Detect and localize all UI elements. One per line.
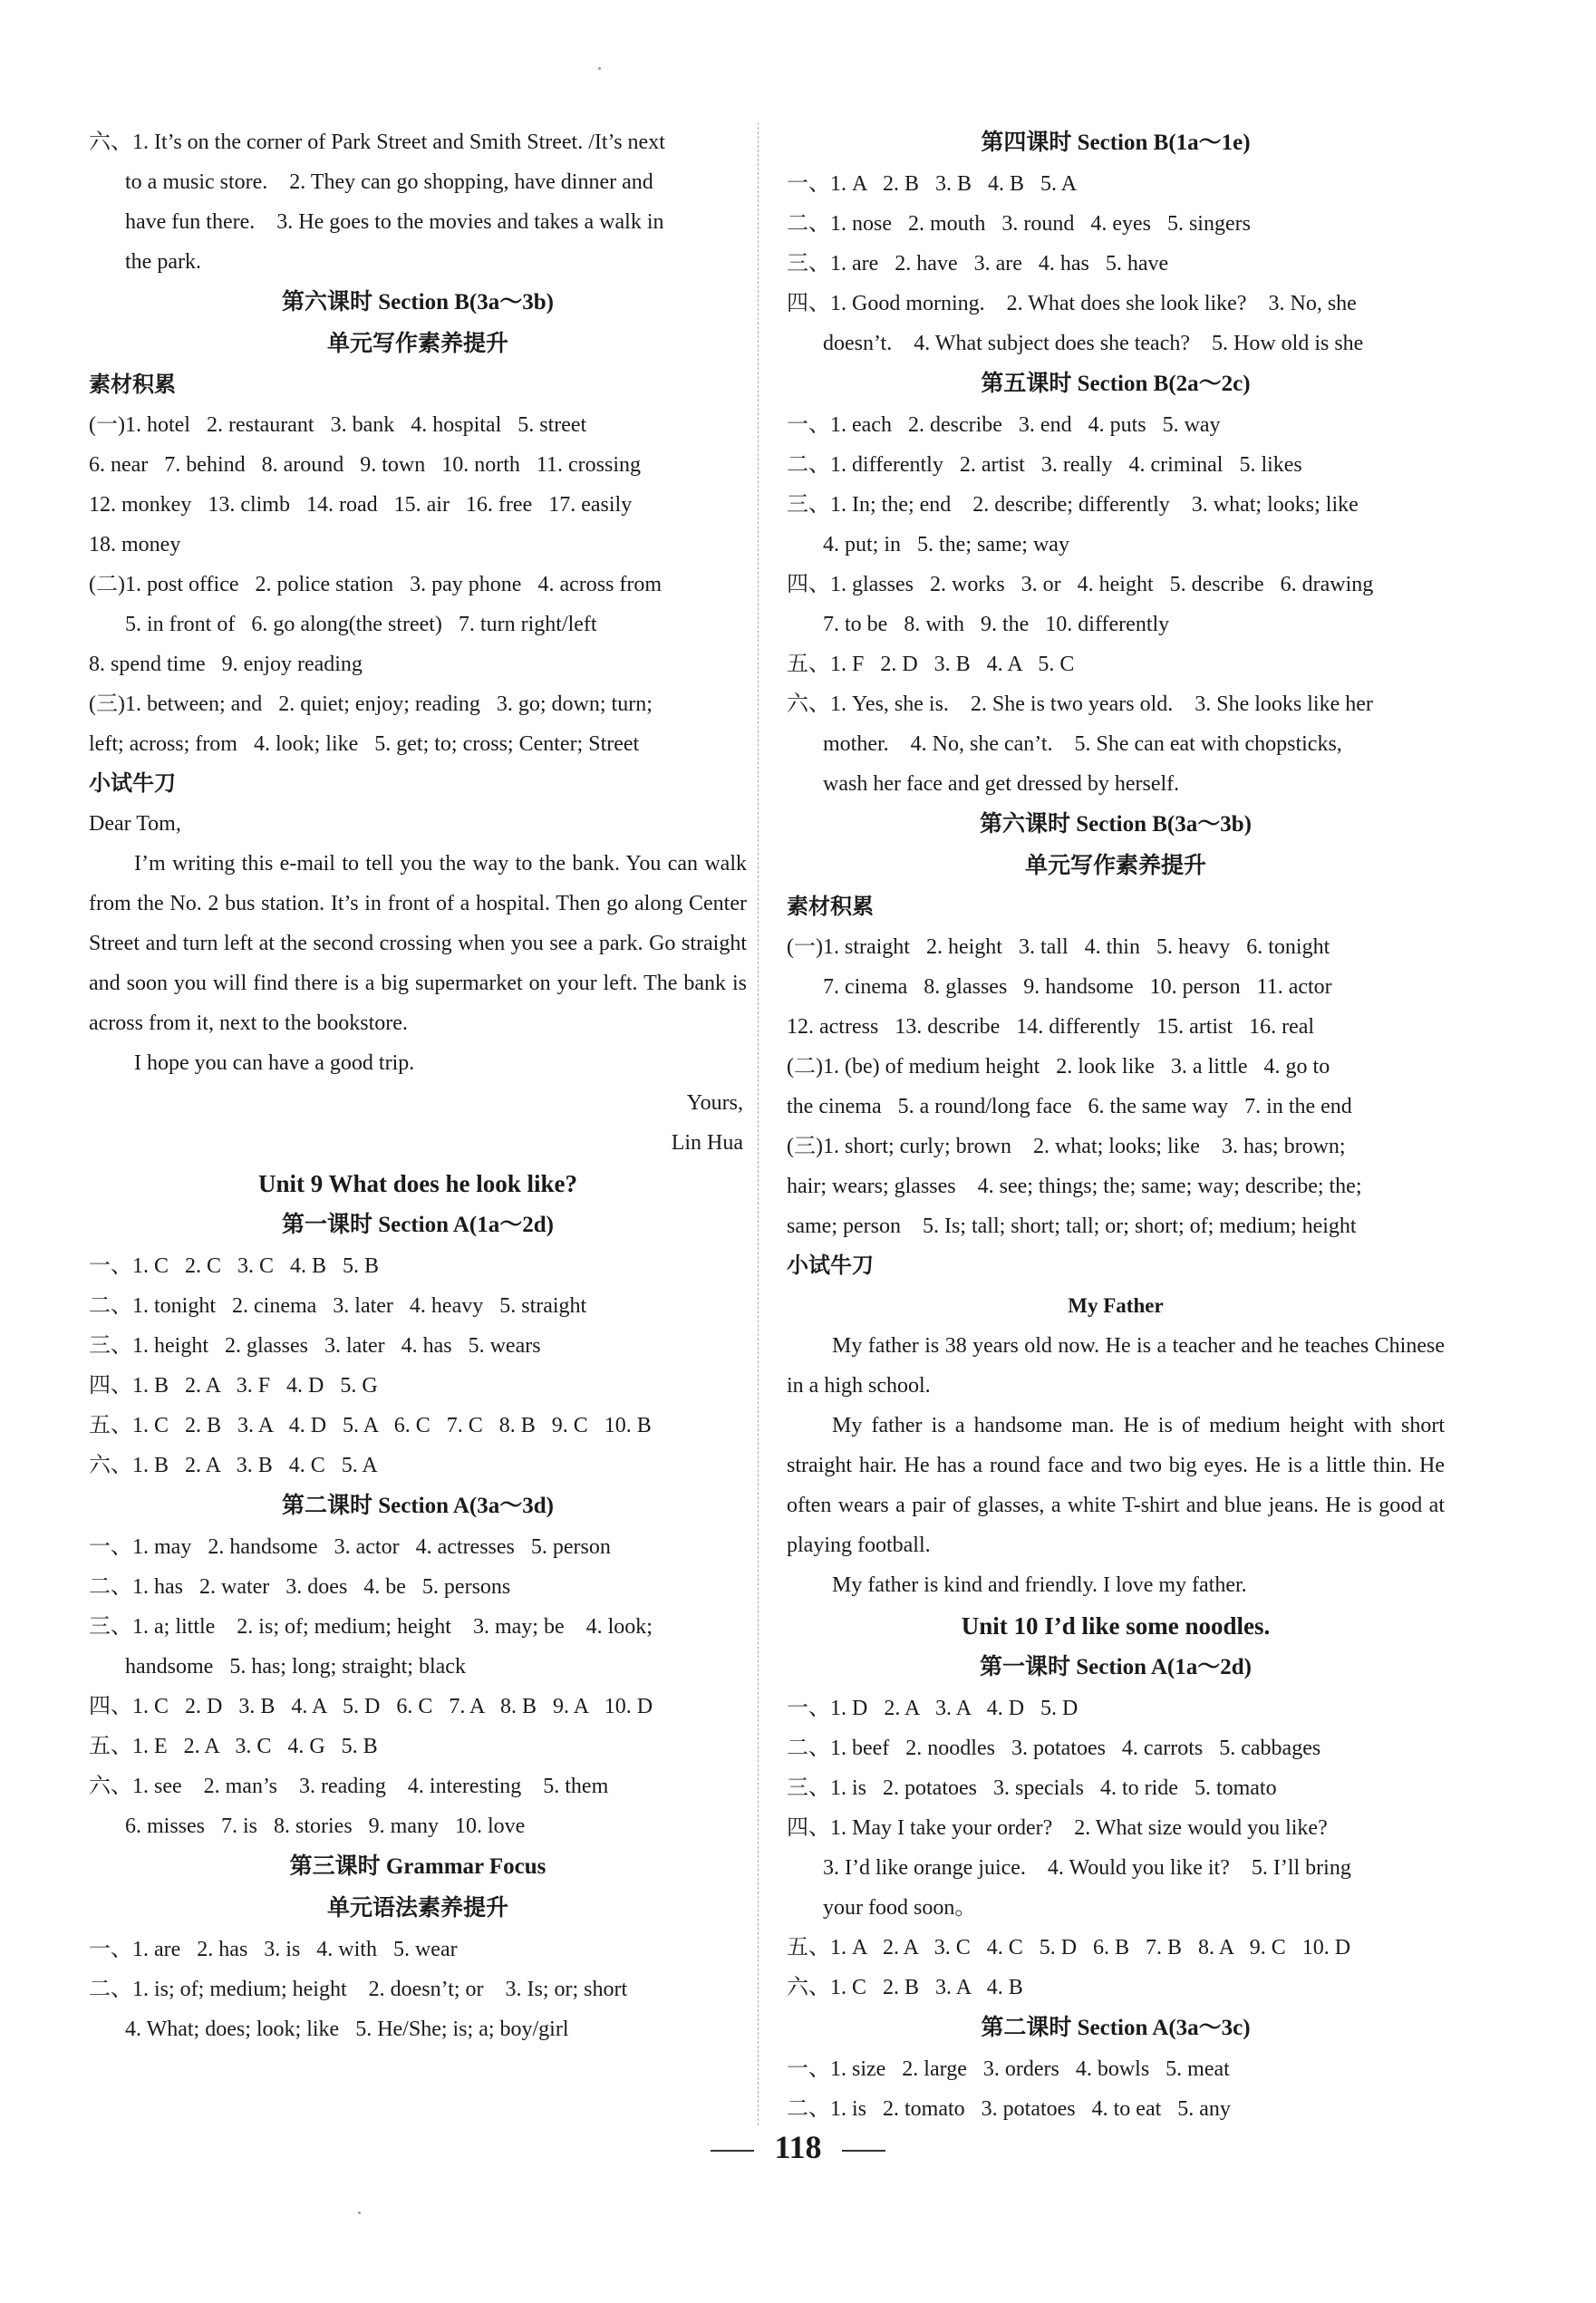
essay-title: My Father	[1068, 1294, 1164, 1317]
answer-line: 三、1. a; little 2. is; of; medium; height 3. may; be 4. look;	[89, 1615, 653, 1639]
letter-signoff: Lin Hua	[671, 1131, 743, 1155]
answer-line: 四、1. May I take your order? 2. What size would you like?	[787, 1816, 1328, 1840]
answer-line: the cinema 5. a round/long face 6. the same way 7. in the end	[787, 1095, 1352, 1118]
answer-line: (一)1. hotel 2. restaurant 3. bank 4. hospital 5. street	[89, 413, 587, 437]
section-heading: 单元写作素养提升	[326, 332, 508, 356]
answer-line: 二、1. tonight 2. cinema 3. later 4. heavy 5. straight	[89, 1294, 587, 1318]
answer-line: (二)1. post office 2. police station 3. pay phone 4. across from	[89, 573, 663, 596]
speck	[358, 2211, 361, 2214]
answer-line: 一、1. A 2. B 3. B 4. B 5. A	[787, 172, 1078, 196]
answer-line: 18. money	[89, 533, 181, 556]
right-column	[787, 122, 1445, 2129]
page-number-footer	[0, 2128, 1596, 2166]
column-divider	[758, 122, 759, 2125]
answer-line: hair; wears; glasses 4. see; things; the; same; way; describe; the;	[787, 1175, 1362, 1198]
subsection-label: 小试牛刀	[89, 772, 176, 796]
answer-line: 二、1. is 2. tomato 3. potatoes 4. to eat 5. any	[787, 2097, 1231, 2121]
answer-line: same; person 5. Is; tall; short; tall; or; short; of; medium; height	[787, 1214, 1357, 1238]
letter-signoff: Yours,	[686, 1091, 743, 1115]
answer-line: (二)1. (be) of medium height 2. look like 3. a little 4. go to	[787, 1055, 1330, 1079]
answer-line: 5. in front of 6. go along(the street) 7. turn right/left	[125, 613, 597, 636]
answer-line: 一、1. are 2. has 3. is 4. with 5. wear	[89, 1938, 458, 1961]
answer-line: 4. put; in 5. the; same; way	[823, 533, 1069, 556]
answer-line: 一、1. D 2. A 3. A 4. D 5. D	[787, 1697, 1079, 1720]
answer-line: 四、1. C 2. D 3. B 4. A 5. D 6. C 7. A 8. B 9. A 10. D	[89, 1695, 653, 1718]
answer-line: have fun there. 3. He goes to the movies and takes a walk in	[125, 210, 664, 234]
subsection-label: 素材积累	[787, 895, 874, 919]
answer-line: 六、1. It’s on the corner of Park Street and Smith Street. /It’s next	[89, 131, 665, 154]
answer-line: 6. near 7. behind 8. around 9. town 10. north 11. crossing	[89, 453, 642, 477]
speck	[598, 67, 601, 70]
answer-line: to a music store. 2. They can go shopping, have dinner and	[125, 170, 653, 194]
answer-line: 12. monkey 13. climb 14. road 15. air 16. free 17. easily	[89, 493, 633, 517]
section-heading: 第二课时 Section A(3a～3d)	[281, 1494, 554, 1518]
essay-paragraph: My father is a handsome man. He is of medium height with short straight hair. He has a round face and two big eyes. He is a little thin. He often wears a pair of glasses, a white T-shirt and blue jeans. He is good at playing football.	[787, 1414, 1445, 1557]
answer-line: 一、1. C 2. C 3. C 4. B 5. B	[89, 1254, 380, 1278]
answer-line: mother. 4. No, she can’t. 5. She can eat with chopsticks,	[823, 732, 1342, 756]
answer-line: (一)1. straight 2. height 3. tall 4. thin 5. heavy 6. tonight	[787, 935, 1330, 959]
section-heading: 第六课时 Section B(3a～3b)	[979, 812, 1252, 837]
section-heading: 第一课时 Section A(1a～2d)	[281, 1213, 554, 1237]
answer-line: 三、1. In; the; end 2. describe; differently 3. what; looks; like	[787, 493, 1359, 517]
subsection-label: 小试牛刀	[787, 1254, 874, 1278]
answer-line: 4. What; does; look; like 5. He/She; is; a; boy/girl	[125, 2018, 569, 2041]
answer-line: 三、1. are 2. have 3. are 4. has 5. have	[787, 252, 1169, 276]
essay-paragraph: I’m writing this e-mail to tell you the way to the bank. You can walk from the No. 2 bus station. It’s in front of a hospital. Then go along Center Street and turn left at the second crossing when you see a park. Go straight and soon you will find there is a big supermarket on your left. The bank is across from it, next to the bookstore.	[89, 852, 747, 1035]
answer-line: 一、1. may 2. handsome 3. actor 4. actresses 5. person	[89, 1535, 611, 1559]
answer-line: 7. to be 8. with 9. the 10. differently	[823, 613, 1170, 636]
footer-dash-left	[711, 2150, 754, 2152]
answer-line: handsome 5. has; long; straight; black	[125, 1655, 466, 1679]
answer-line: doesn’t. 4. What subject does she teach? 5. How old is she	[823, 332, 1364, 355]
essay-paragraph: My father is 38 years old now. He is a teacher and he teaches Chinese in a high school.	[787, 1334, 1445, 1398]
answer-line: 一、1. each 2. describe 3. end 4. puts 5. way	[787, 413, 1221, 437]
answer-line: 6. misses 7. is 8. stories 9. many 10. love	[125, 1814, 526, 1838]
footer-dash-right	[842, 2150, 885, 2152]
section-heading: 第一课时 Section A(1a～2d)	[979, 1655, 1252, 1679]
answer-line: 二、1. has 2. water 3. does 4. be 5. persons	[89, 1575, 511, 1599]
subsection-label: 素材积累	[89, 373, 176, 397]
answer-line: 三、1. height 2. glasses 3. later 4. has 5. wears	[89, 1334, 541, 1358]
essay-paragraph: I hope you can have a good trip.	[134, 1051, 415, 1075]
answer-line: 12. actress 13. describe 14. differently 15. artist 16. real	[787, 1015, 1315, 1039]
letter-greeting: Dear Tom,	[89, 812, 181, 836]
answer-line: 六、1. B 2. A 3. B 4. C 5. A	[89, 1454, 378, 1477]
answer-line: 四、1. glasses 2. works 3. or 4. height 5. describe 6. drawing	[787, 573, 1374, 596]
answer-line: 四、1. B 2. A 3. F 4. D 5. G	[89, 1374, 378, 1398]
answer-line: 五、1. E 2. A 3. C 4. G 5. B	[89, 1735, 378, 1758]
answer-line: 四、1. Good morning. 2. What does she look like? 3. No, she	[787, 292, 1357, 315]
answer-line: 六、1. Yes, she is. 2. She is two years old. 3. She looks like her	[787, 692, 1373, 716]
answer-line: 六、1. C 2. B 3. A 4. B	[787, 1976, 1023, 1999]
answer-line: 二、1. beef 2. noodles 3. potatoes 4. carrots 5. cabbages	[787, 1737, 1321, 1760]
section-heading: 单元语法素养提升	[326, 1896, 508, 1921]
section-heading: 第二课时 Section A(3a～3c)	[981, 2016, 1251, 2040]
answer-line: 五、1. C 2. B 3. A 4. D 5. A 6. C 7. C 8. B 9. C 10. B	[89, 1414, 652, 1437]
left-column	[89, 122, 747, 2049]
answer-line: (三)1. between; and 2. quiet; enjoy; reading 3. go; down; turn;	[89, 692, 653, 716]
essay-paragraph: My father is kind and friendly. I love my father.	[832, 1573, 1247, 1597]
answer-line: 8. spend time 9. enjoy reading	[89, 653, 363, 676]
answer-line: wash her face and get dressed by herself.	[823, 772, 1180, 796]
answer-line: 3. I’d like orange juice. 4. Would you like it? 5. I’ll bring	[823, 1856, 1351, 1880]
answer-line: 六、1. see 2. man’s 3. reading 4. interesting 5. them	[89, 1775, 609, 1798]
section-heading: 单元写作素养提升	[1024, 854, 1206, 878]
section-heading: Unit 9 What does he look like?	[257, 1170, 578, 1197]
answer-line: the park.	[125, 250, 201, 274]
answer-line: 五、1. A 2. A 3. C 4. C 5. D 6. B 7. B 8. A 9. C 10. D	[787, 1936, 1351, 1959]
section-heading: 第五课时 Section B(2a～2c)	[981, 372, 1251, 396]
answer-line: left; across; from 4. look; like 5. get; to; cross; Center; Street	[89, 732, 640, 756]
section-heading: 第六课时 Section B(3a～3b)	[281, 290, 554, 314]
answer-line: 二、1. differently 2. artist 3. really 4. criminal 5. likes	[787, 453, 1302, 477]
answer-line: your food soon。	[823, 1896, 977, 1920]
answer-line: (三)1. short; curly; brown 2. what; looks; like 3. has; brown;	[787, 1135, 1346, 1158]
answer-line: 二、1. nose 2. mouth 3. round 4. eyes 5. singers	[787, 212, 1251, 236]
page-number: 118	[774, 2129, 822, 2165]
answer-line: 三、1. is 2. potatoes 3. specials 4. to ride 5. tomato	[787, 1776, 1277, 1800]
section-heading: 第三课时 Grammar Focus	[289, 1854, 547, 1879]
answer-line: 一、1. size 2. large 3. orders 4. bowls 5. meat	[787, 2057, 1230, 2081]
answer-line: 五、1. F 2. D 3. B 4. A 5. C	[787, 653, 1075, 676]
section-heading: Unit 10 I’d like some noodles.	[961, 1612, 1271, 1640]
section-heading: 第四课时 Section B(1a～1e)	[981, 131, 1251, 155]
answer-line: 二、1. is; of; medium; height 2. doesn’t; or 3. Is; or; short	[89, 1978, 628, 2001]
answer-line: 7. cinema 8. glasses 9. handsome 10. person 11. actor	[823, 975, 1332, 999]
